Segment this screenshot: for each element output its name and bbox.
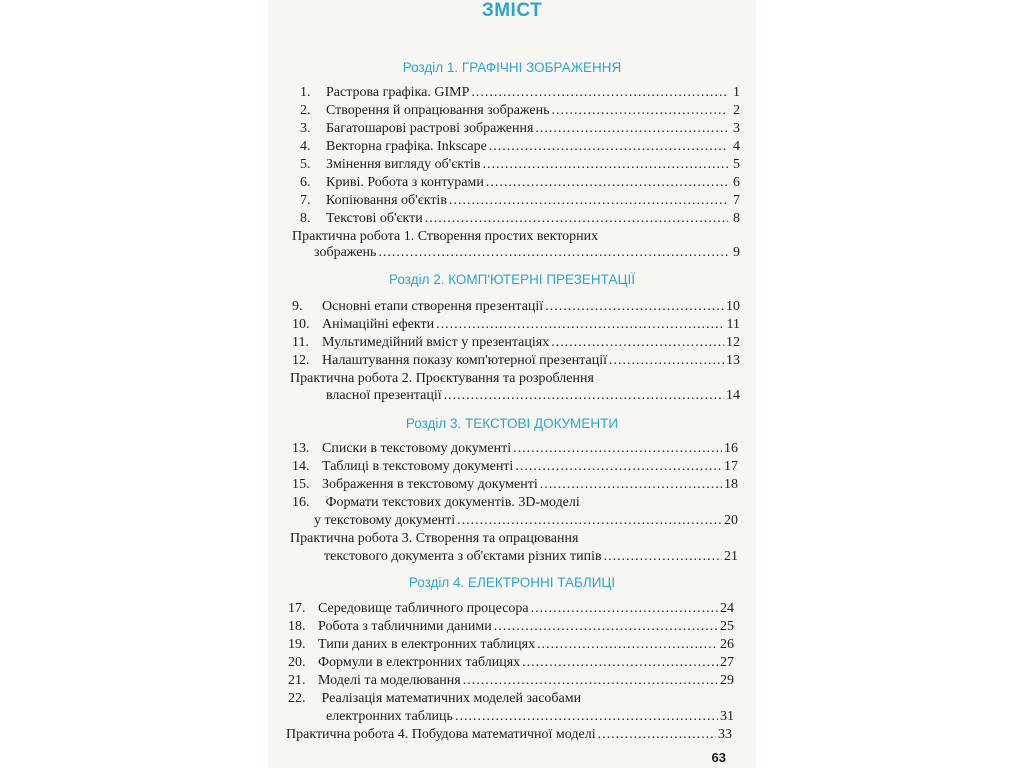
toc-entry-4 xyxy=(300,138,740,156)
entry-page: 16 xyxy=(724,441,738,456)
toc-entry-22 xyxy=(326,708,734,726)
dot-leader xyxy=(537,636,718,654)
book-page xyxy=(268,0,756,768)
dot-leader xyxy=(444,387,724,405)
dot-leader xyxy=(531,600,718,618)
entry-number: 7. xyxy=(300,193,311,208)
entry-title: Реалізація математичних моделей засобами xyxy=(321,691,582,706)
dot-leader xyxy=(513,440,722,458)
dot-leader xyxy=(463,672,718,690)
toc-entry-5 xyxy=(300,156,740,174)
dot-leader xyxy=(425,210,728,228)
entry-page: 7 xyxy=(733,193,740,208)
practical-work-3 xyxy=(324,548,738,566)
section-2-heading: Розділ 2. КОМП'ЮТЕРНІ ПРЕЗЕНТАЦІЇ xyxy=(389,272,635,287)
toc-entry-8 xyxy=(300,210,740,228)
toc-entry-17 xyxy=(288,600,734,618)
entry-page: 31 xyxy=(720,709,734,724)
entry-page: 9 xyxy=(733,245,740,260)
entry-title: Текстові об'єкти xyxy=(326,211,423,226)
entry-page: 33 xyxy=(718,727,732,742)
entry-page: 13 xyxy=(726,353,740,368)
entry-title: Векторна графіка. Inkscape xyxy=(326,139,487,154)
entry-page: 20 xyxy=(724,513,738,528)
toc-entry-11 xyxy=(292,334,740,352)
entry-title: Основні етапи створення презентації xyxy=(322,299,544,314)
entry-title: Зображення в текстовому документі xyxy=(322,477,538,492)
entry-number: 12. xyxy=(292,353,310,368)
dot-leader xyxy=(494,618,718,636)
entry-title: Робота з табличними даними xyxy=(318,619,492,634)
entry-page: 5 xyxy=(733,157,740,172)
entry-page: 14 xyxy=(726,388,740,403)
entry-page: 10 xyxy=(726,299,740,314)
dot-leader xyxy=(449,192,728,210)
entry-title: Растрова графіка. GIMP xyxy=(326,85,470,100)
toc-entry-9 xyxy=(292,298,740,316)
toc-entry-21 xyxy=(288,672,734,690)
entry-title: Криві. Робота з контурами xyxy=(326,175,484,190)
toc-title: ЗМІСТ xyxy=(481,0,543,21)
toc-entry-20 xyxy=(288,654,734,672)
practical-work-4 xyxy=(286,726,732,744)
toc-entry-18 xyxy=(288,618,734,636)
entry-number: 10. xyxy=(292,317,310,332)
toc-entry-10 xyxy=(292,316,740,334)
toc-entry-15 xyxy=(292,476,738,494)
entry-title: Створення й опрацювання зображень xyxy=(326,103,550,118)
entry-page: 11 xyxy=(726,317,740,332)
entry-page: 29 xyxy=(720,673,734,688)
entry-number: 13. xyxy=(292,441,310,456)
dot-leader xyxy=(482,156,728,174)
entry-title: зображень xyxy=(314,245,377,260)
dot-leader xyxy=(552,102,728,120)
dot-leader xyxy=(540,476,722,494)
entry-number: 20. xyxy=(288,655,306,670)
entry-number: 1. xyxy=(300,85,311,100)
entry-title: Формули в електронних таблицях xyxy=(318,655,521,670)
entry-number: 19. xyxy=(288,637,306,652)
practical-work-1 xyxy=(314,244,740,262)
dot-leader xyxy=(515,458,722,476)
dot-leader xyxy=(471,84,728,102)
entry-number: 15. xyxy=(292,477,310,492)
entry-title: власної презентації xyxy=(326,388,442,403)
entry-page: 12 xyxy=(726,335,740,350)
page-number: 63 xyxy=(711,750,726,765)
entry-number: 8. xyxy=(300,211,311,226)
entry-title: Змінення вигляду об'єктів xyxy=(326,157,481,172)
entry-title: Списки в текстовому документі xyxy=(322,441,512,456)
entry-page: 27 xyxy=(720,655,734,670)
entry-title: Таблиці в текстовому документі xyxy=(322,459,514,474)
entry-title: Анімаційні ефекти xyxy=(322,317,435,332)
practical-work-2 xyxy=(326,387,740,405)
entry-title-continued: електронних таблиць xyxy=(326,709,453,724)
toc-entry-2 xyxy=(300,102,740,120)
entry-title: Формати текстових документів. 3D-моделі xyxy=(325,495,580,510)
entry-page: 17 xyxy=(724,459,738,474)
entry-number: 18. xyxy=(288,619,306,634)
dot-leader xyxy=(609,352,724,370)
entry-number: 4. xyxy=(300,139,311,154)
entry-title: Багатошарові растрові зображення xyxy=(326,121,534,136)
dot-leader xyxy=(486,174,728,192)
entry-title: Мультимедійний вміст у презентаціях xyxy=(322,335,550,350)
entry-title: Практична робота 4. Побудова математичної моделі xyxy=(286,727,596,742)
toc-entry-13 xyxy=(292,440,738,458)
entry-page: 6 xyxy=(733,175,740,190)
entry-title: Моделі та моделювання xyxy=(318,673,461,688)
entry-title: Копіювання об'єктів xyxy=(326,193,447,208)
entry-number: 17. xyxy=(288,601,306,616)
entry-page: 24 xyxy=(720,601,734,616)
toc-entry-16-line1 xyxy=(292,494,580,512)
entry-number: 11. xyxy=(292,335,309,350)
dot-leader xyxy=(489,138,728,156)
toc-entry-6 xyxy=(300,174,740,192)
dot-leader xyxy=(436,316,724,334)
dot-leader xyxy=(378,244,728,262)
dot-leader xyxy=(551,334,724,352)
dot-leader xyxy=(522,654,718,672)
dot-leader xyxy=(535,120,728,138)
entry-number: 9. xyxy=(292,299,303,314)
entry-title: текстового документа з об'єктами різних типів xyxy=(324,549,602,564)
dot-leader xyxy=(545,298,724,316)
practical-work-1-line1: Практична робота 1. Створення простих векторних xyxy=(292,229,599,244)
toc-entry-19 xyxy=(288,636,734,654)
section-1-heading: Розділ 1. ГРАФІЧНІ ЗОБРАЖЕННЯ xyxy=(402,60,622,75)
toc-entry-14 xyxy=(292,458,738,476)
entry-number: 5. xyxy=(300,157,311,172)
entry-page: 3 xyxy=(733,121,740,136)
entry-title-continued: у текстовому документі xyxy=(314,513,456,528)
entry-page: 2 xyxy=(733,103,740,118)
entry-title: Типи даних в електронних таблицях xyxy=(318,637,536,652)
entry-number: 16. xyxy=(292,495,310,510)
toc-entry-22-line1 xyxy=(288,690,581,708)
entry-number: 21. xyxy=(288,673,306,688)
entry-page: 21 xyxy=(724,549,738,564)
entry-number: 22. xyxy=(288,691,306,706)
dot-leader xyxy=(455,708,718,726)
dot-leader xyxy=(598,726,716,744)
entry-number: 14. xyxy=(292,459,310,474)
toc-entry-12 xyxy=(292,352,740,370)
practical-work-3-line1: Практична робота 3. Створення та опрацювання xyxy=(290,531,579,546)
entry-number: 6. xyxy=(300,175,311,190)
practical-work-2-line1: Практична робота 2. Проєктування та розроблення xyxy=(290,371,594,386)
entry-title: Налаштування показу комп'ютерної презентації xyxy=(322,353,608,368)
entry-page: 8 xyxy=(733,211,740,226)
entry-page: 4 xyxy=(733,139,740,154)
toc-entry-1 xyxy=(300,84,740,102)
entry-title: Середовище табличного процесора xyxy=(318,601,529,616)
entry-number: 3. xyxy=(300,121,311,136)
entry-page: 25 xyxy=(720,619,734,634)
toc-entry-16 xyxy=(314,512,738,530)
dot-leader xyxy=(457,512,722,530)
entry-number: 2. xyxy=(300,103,311,118)
entry-page: 18 xyxy=(724,477,738,492)
section-3-heading: Розділ 3. ТЕКСТОВІ ДОКУМЕНТИ xyxy=(405,416,619,431)
dot-leader xyxy=(604,548,722,566)
toc-entry-3 xyxy=(300,120,740,138)
toc-entry-7 xyxy=(300,192,740,210)
entry-page: 1 xyxy=(733,85,740,100)
entry-page: 26 xyxy=(720,637,734,652)
section-4-heading: Розділ 4. ЕЛЕКТРОННІ ТАБЛИЦІ xyxy=(408,575,616,590)
